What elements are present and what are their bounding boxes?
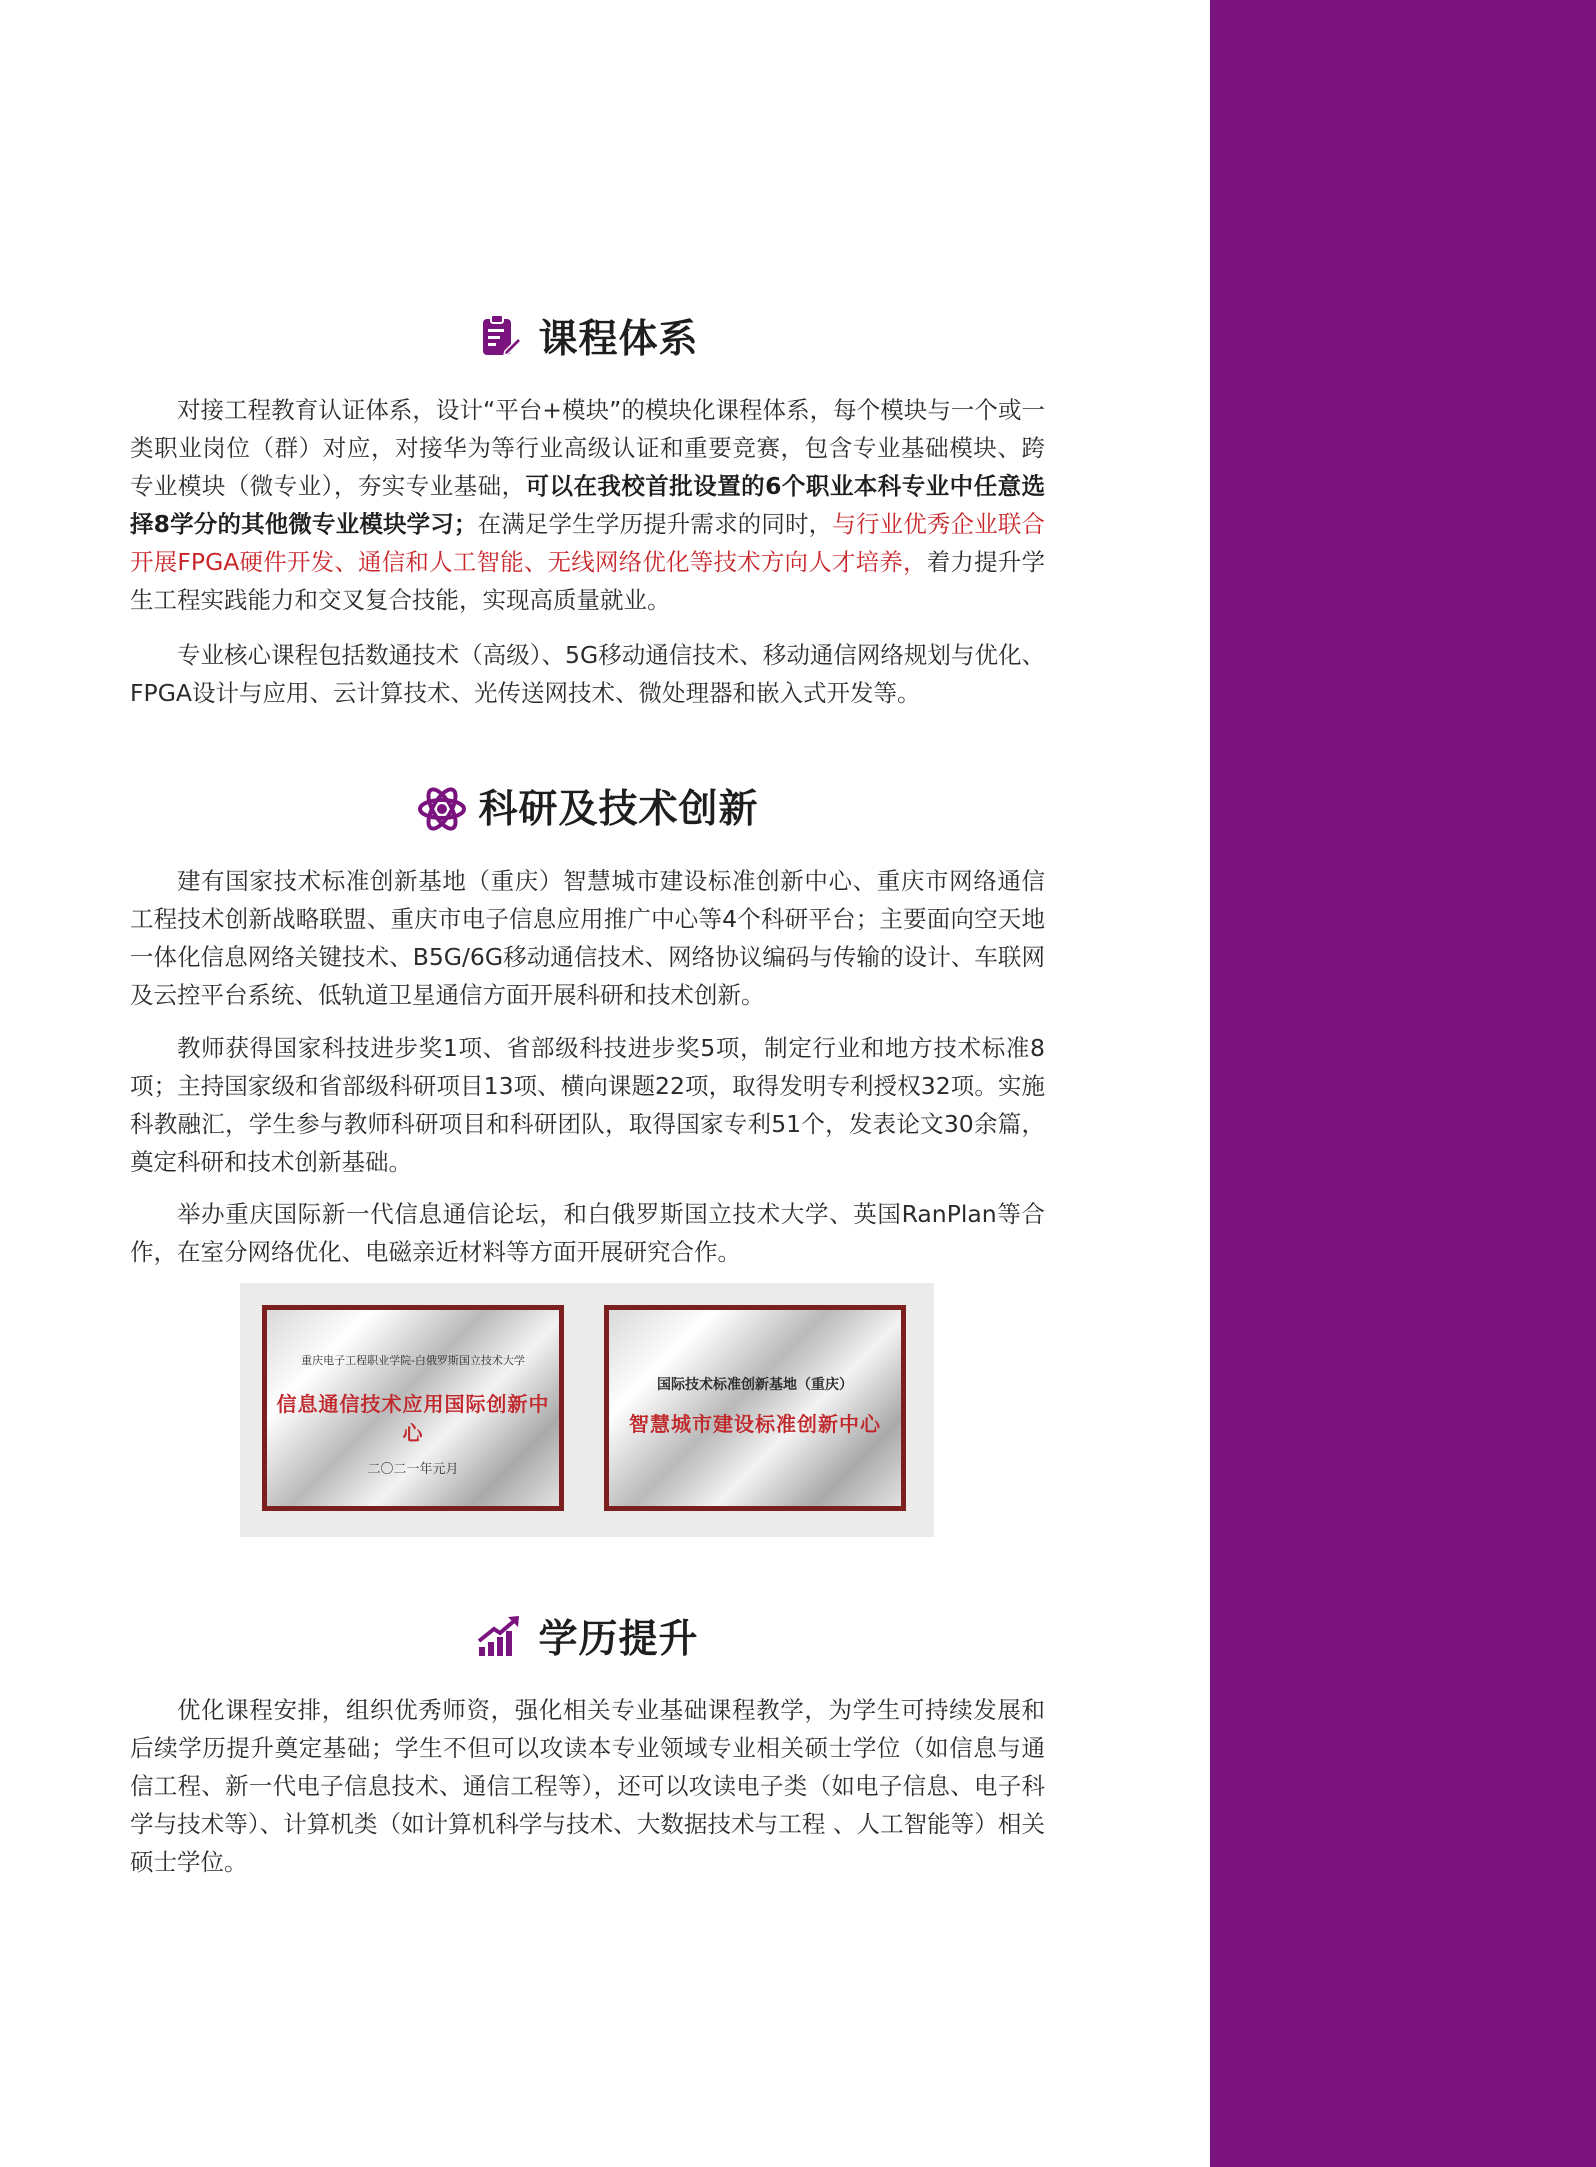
plaques-photo	[240, 1283, 934, 1537]
plaque-innovation-center	[262, 1305, 564, 1511]
text-run: 对接工程教育认证体系，设计“平台+模块”的模块化课程体系，每个模块与一个或一类职业岗位（群）对应，对接华为等行业高级认证和重要竞赛，包含专业基础模块、跨专业模块（微专业），夯实专业基础，	[130, 396, 1045, 500]
curriculum-paragraph-1	[130, 391, 1045, 619]
research-paragraph-3: 举办重庆国际新一代信息通信论坛，和白俄罗斯国立技术大学、英国RanPlan等合作，在室分网络优化、电磁亲近材料等方面开展研究合作。	[130, 1200, 1045, 1266]
plaque-top-text: 国际技术标准创新基地（重庆）	[657, 1377, 853, 1393]
purple-side-band	[1210, 0, 1596, 2167]
section-title: 学历提升	[538, 1617, 699, 1662]
plaque-main-text: 智慧城市建设标准创新中心	[629, 1412, 881, 1436]
plaque-main-text: 信息通信技术应用国际创新中心	[276, 1392, 550, 1445]
growth-chart-icon	[476, 1613, 522, 1659]
section-heading-degree	[130, 1606, 1045, 1666]
text-run: 着力提升学生工程实践能力和交叉复合技能，实现高质量就业。	[130, 548, 1045, 614]
text-run: 在满足学生学历提升需求的同时，	[477, 510, 833, 538]
atom-icon	[416, 783, 462, 829]
section-title: 科研及技术创新	[478, 787, 759, 832]
research-paragraph-1: 建有国家技术标准创新基地（重庆）智慧城市建设标准创新中心、重庆市网络通信工程技术创新战略联盟、重庆市电子信息应用推广中心等4个科研平台；主要面向空天地一体化信息网络关键技术、B5G/6G移动通信技术、网络协议编码与传输的设计、车联网及云控平台系统、低轨道卫星通信方面开展科研和技术创新。	[130, 867, 1045, 1009]
degree-paragraph-1: 优化课程安排，组织优秀师资，强化相关专业基础课程教学，为学生可持续发展和后续学历提升奠定基础；学生不但可以攻读本专业领域专业相关硕士学位（如信息与通信工程、新一代电子信息技术、通信工程等），还可以攻读电子类（如电子信息、电子科学与技术等）、计算机类（如计算机科学与技术、大数据技术与工程 、人工智能等）相关硕士学位。	[130, 1696, 1045, 1876]
plaque-date-text: 二〇二一年元月	[367, 1462, 459, 1477]
clipboard-edit-icon	[476, 313, 522, 359]
plaque-top-text: 重庆电子工程职业学院-白俄罗斯国立技术大学	[301, 1354, 525, 1367]
red-highlight-text: 与行业优秀企业联合开展FPGA硬件开发、通信和人工智能、无线网络优化等技术方向人才培养，	[130, 510, 1045, 576]
section-heading-research	[130, 776, 1045, 836]
plaque-smart-city-center	[604, 1305, 906, 1511]
bold-text-run: 可以在我校首批设置的6个职业本科专业中任意选择8学分的其他微专业模块学习；	[130, 472, 1045, 538]
section-title: 课程体系	[538, 317, 699, 362]
research-paragraph-2: 教师获得国家科技进步奖1项、省部级科技进步奖5项，制定行业和地方技术标准8项；主持国家级和省部级科研项目13项、横向课题22项，取得发明专利授权32项。实施科教融汇，学生参与教师科研项目和科研团队，取得国家专利51个，发表论文30余篇，奠定科研和技术创新基础。	[130, 1034, 1045, 1176]
section-heading-curriculum	[130, 306, 1045, 366]
curriculum-paragraph-2: 专业核心课程包括数通技术（高级）、5G移动通信技术、移动通信网络规划与优化、FPGA设计与应用、云计算技术、光传送网技术、微处理器和嵌入式开发等。	[130, 641, 1045, 707]
